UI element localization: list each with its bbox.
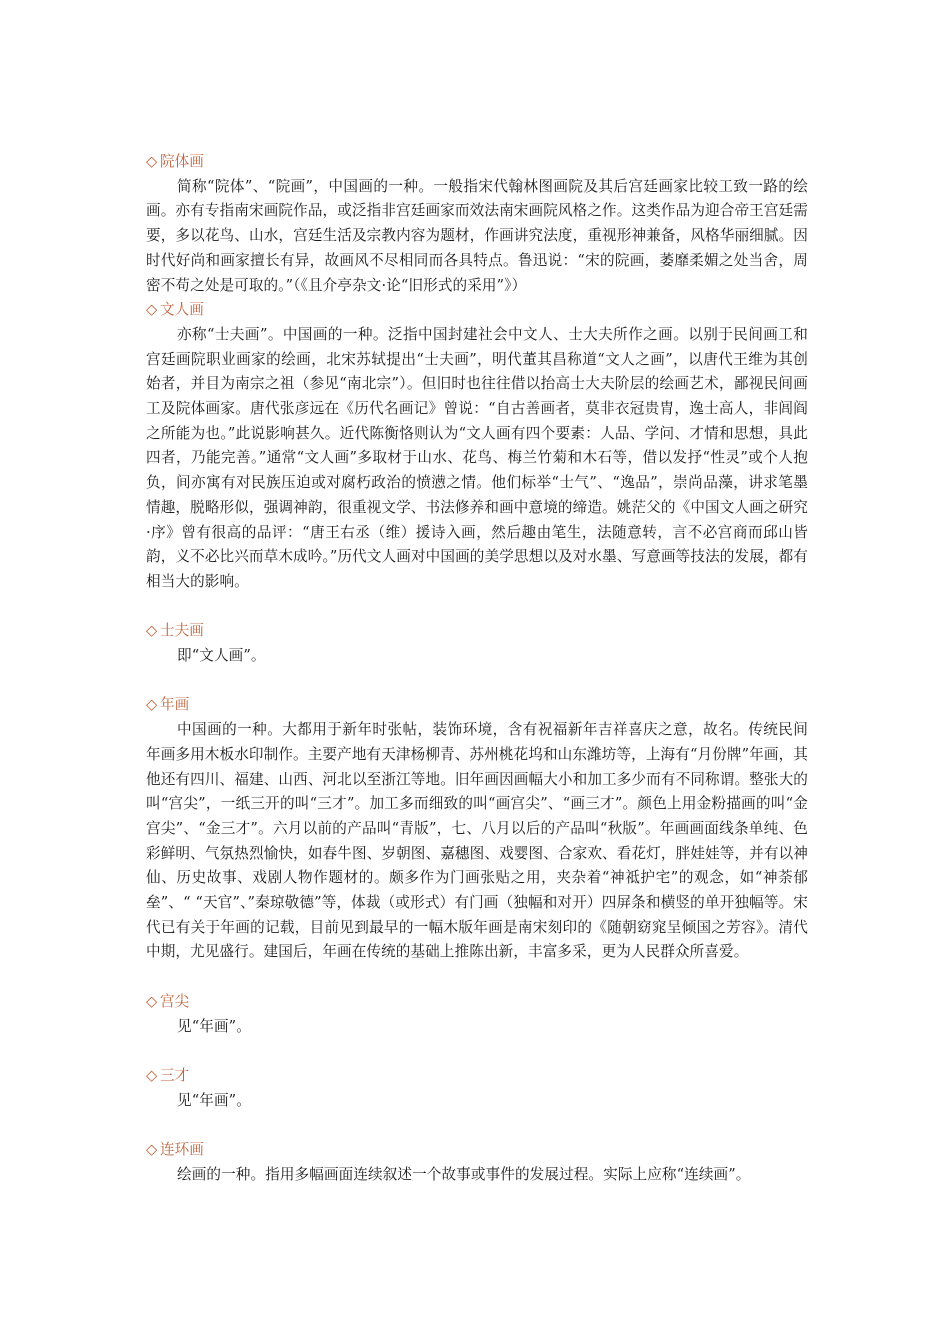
- entry-term-text: 三才: [160, 1066, 190, 1084]
- diamond-icon: ◇: [146, 622, 158, 640]
- entry-gongjian: [146, 990, 808, 1039]
- entry-nianhua: [146, 693, 808, 965]
- entry-term: [146, 150, 808, 175]
- spacer: [146, 965, 808, 990]
- entry-term-text: 宫尖: [160, 992, 190, 1010]
- entry-yuantihua: [146, 150, 808, 298]
- entry-term-text: 年画: [160, 696, 190, 714]
- diamond-icon: ◇: [146, 992, 158, 1010]
- entry-shifuhua: [146, 619, 808, 668]
- entry-lianhuanhua: [146, 1138, 808, 1187]
- spacer: [146, 1039, 808, 1064]
- entry-term: [146, 298, 808, 323]
- entry-term: [146, 1064, 808, 1089]
- entry-body: 中国画的一种。大都用于新年时张帖，装饰环境，含有祝福新年吉祥喜庆之意，故名。传统民间年画多用木板水印制作。主要产地有天津杨柳青、苏州桃花坞和山东潍坊等，上海有“月份牌”年画，其他还有四川、福建、山西、河北以至浙江等地。旧年画因画幅大小和加工多少而有不同称谓。整张大的叫“宫尖”，一纸三开的叫“三才”。加工多而细致的叫“画宫尖”、“画三才”。颜色上用金粉描画的叫“金宫尖”、“金三才”。六月以前的产品叫“青版”，七、八月以后的产品叫“秋版”。年画画面线条单纯、色彩鲜明、气氛热烈愉快，如春牛图、岁朝图、嘉穗图、戏婴图、合家欢、看花灯，胖娃娃等，并有以神仙、历史故事、戏剧人物作题材的。颇多作为门画张贴之用，夹杂着“神祗护宅”的观念，如“神荼郁垒”、“ “天官”、”秦琼敬德”等，体裁（或形式）有门画（独幅和对开）四屏条和横竖的单开独幅等。宋代已有关于年画的记载，目前见到最早的一幅木版年画是南宋刻印的《随朝窈窕呈倾国之芳容》。清代中期，尤见盛行。建国后，年画在传统的基础上推陈出新，丰富多采，更为人民群众所喜爱。: [146, 721, 808, 961]
- entry-term-text: 文人画: [160, 301, 204, 319]
- entry-body: 简称“院体”、“院画”，中国画的一种。一般指宋代翰林图画院及其后宫廷画家比较工致一路的绘画。亦有专指南宋画院作品，或泛指非宫廷画家而效法南宋画院风格之作。这类作品为迎合帝王宫廷需要，多以花鸟、山水，宫廷生活及宗教内容为题材，作画讲究法度，重视形神兼备，风格华丽细腻。因时代好尚和画家擅长有异，故画风不尽相同而各具特点。鲁迅说：“宋的院画，萎靡柔媚之处当舍，周密不苟之处是可取的。”（《且介亭杂文·论“旧形式的采用”》）: [146, 177, 808, 294]
- diamond-icon: ◇: [146, 696, 158, 714]
- entry-body: 绘画的一种。指用多幅画面连续叙述一个故事或事件的发展过程。实际上应称“连续画”。: [177, 1165, 751, 1183]
- entry-body: 亦称“士夫画”。中国画的一种。泛指中国封建社会中文人、士大夫所作之画。以别于民间画工和宫廷画院职业画家的绘画，北宋苏轼提出“士夫画”，明代董其昌称道“文人之画”，以唐代王维为其创始者，并目为南宗之祖（参见“南北宗”）。但旧时也往往借以抬高士大夫阶层的绘画艺术，鄙视民间画工及院体画家。唐代张彦远在《历代名画记》曾说：“自古善画者，莫非衣冠贵胄，逸士高人，非闾阎之所能为也。”此说影响甚久。近代陈衡恪则认为“文人画有四个要素：人品、学问、才情和思想，具此四者，乃能完善。”通常“文人画”多取材于山水、花鸟、梅兰竹菊和木石等，借以发抒“性灵”或个人抱负，间亦寓有对民族压迫或对腐朽政治的愤懑之情。他们标举“士气”、“逸品”，崇尚品藻，讲求笔墨情趣，脱略形似，强调神韵，很重视文学、书法修养和画中意境的缔造。姚茫父的《中国文人画之研究·序》曾有很高的品评：“唐王右丞（维）援诗入画，然后趣由笔生，法随意转，言不必宫商而邱山皆韵，义不必比兴而草木成吟。”历代文人画对中国画的美学思想以及对水墨、写意画等技法的发展，都有相当大的影响。: [146, 325, 808, 590]
- spacer: [146, 1113, 808, 1138]
- entry-term-text: 院体画: [160, 153, 204, 170]
- diamond-icon: ◇: [146, 301, 158, 319]
- entry-term: [146, 693, 808, 718]
- entry-term-text: 连环画: [160, 1141, 204, 1159]
- entry-body: 即“文人画”。: [177, 647, 266, 665]
- entry-term: [146, 1138, 808, 1163]
- spacer: [146, 595, 808, 620]
- document-page: [146, 150, 808, 1187]
- entry-term: [146, 619, 808, 644]
- spacer: [146, 669, 808, 694]
- entry-wenrenhua: [146, 298, 808, 594]
- diamond-icon: ◇: [146, 1066, 158, 1084]
- entry-sancai: [146, 1064, 808, 1113]
- entry-term: [146, 990, 808, 1015]
- entry-body: 见“年画”。: [177, 1017, 251, 1035]
- diamond-icon: ◇: [146, 1141, 158, 1159]
- diamond-icon: ◇: [146, 153, 158, 170]
- entry-body: 见“年画”。: [177, 1091, 251, 1109]
- entry-term-text: 士夫画: [160, 622, 204, 640]
